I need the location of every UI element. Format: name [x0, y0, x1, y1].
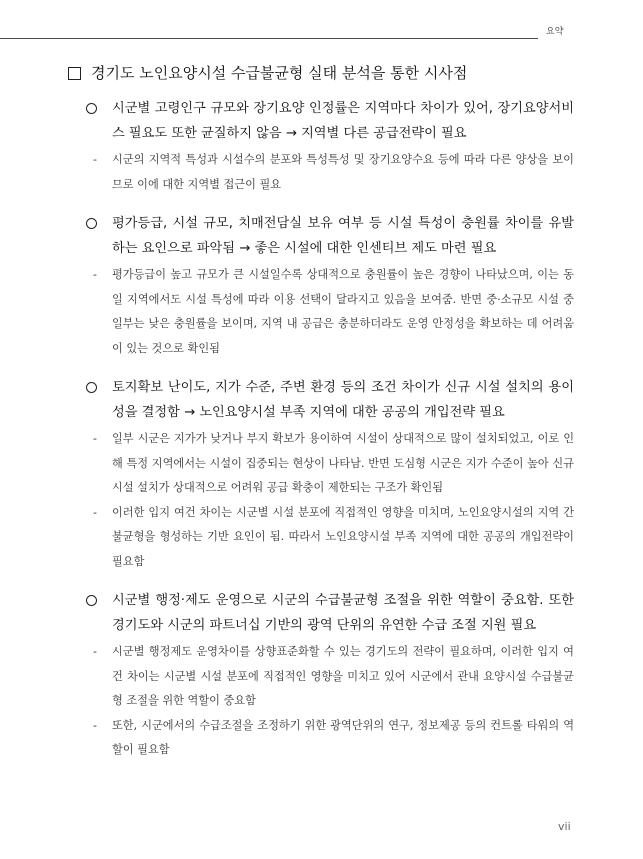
circle-bullet-icon: [86, 103, 97, 114]
circle-bullet-icon: [86, 595, 97, 606]
detail-text: 시군별 행정제도 운영차이를 상향표준화할 수 있는 경기도의 전략이 필요하며, 이러한 입지 여건 차이는 시군별 시설 분포에 직접적인 영향을 미치고 있어 시군에서 관내 요양시설 수급불균형 조절을 위한 역할이 중요함: [112, 645, 574, 707]
header-rule: [0, 38, 538, 39]
main-point: [66, 588, 574, 638]
point-block: [66, 211, 574, 361]
detail-item: [66, 501, 574, 575]
point-block: [66, 96, 574, 197]
square-bullet-icon: [68, 67, 81, 80]
point-block: [66, 588, 574, 763]
page-number: vii: [558, 820, 571, 833]
main-point-text: 토지확보 난이도, 지가 수준, 주변 환경 등의 조건 차이가 신규 시설 설치의 용이성을 결정함 → 노인요양시설 부족 지역에 대한 공공의 개입전략 필요: [112, 380, 574, 420]
section-heading: [66, 62, 574, 84]
dash-bullet-icon: -: [93, 432, 97, 445]
detail-text: 또한, 시군에서의 수급조절을 조정하기 위한 광역단위의 연구, 정보제공 등의 컨트롤 타워의 역할이 필요함: [112, 718, 574, 756]
detail-text: 시군의 지역적 특성과 시설수의 분포와 특성특성 및 장기요양수요 등에 따라 다른 양상을 보이므로 이에 대한 지역별 접근이 필요: [112, 153, 574, 191]
detail-item: [66, 148, 574, 197]
main-point: [66, 211, 574, 261]
point-block: [66, 375, 574, 574]
detail-item: [66, 427, 574, 501]
circle-bullet-icon: [86, 382, 97, 393]
circle-bullet-icon: [86, 218, 97, 229]
detail-text: 일부 시군은 지가가 낮거나 부지 확보가 용이하여 시설이 상대적으로 많이 설치되었고, 이로 인해 특정 지역에서는 시설이 집중되는 현상이 나타남. 반면 도심형 시군은 지가 수준이 높아 신규 시설 설치가 상대적으로 어려워 공급 확충이 제한되는 구조가 확인됨: [112, 432, 574, 494]
dash-bullet-icon: -: [93, 645, 97, 658]
detail-text: 이러한 입지 여건 차이는 시군별 시설 분포에 직접적인 영향을 미치며, 노인요양시설의 지역 간 불균형을 형성하는 기반 요인이 됨. 따라서 노인요양시설 부족 지역에 대한 공공의 개입전략이 필요함: [112, 505, 574, 568]
main-point: [66, 375, 574, 425]
detail-item: [66, 714, 574, 763]
main-point-text: 평가등급, 시설 규모, 치매전담실 보유 여부 등 시설 특성이 충원률 차이를 유발하는 요인으로 파악됨 → 좋은 시설에 대한 인센티브 제도 마련 필요: [112, 216, 574, 256]
main-point-text: 시군별 행정·제도 운영으로 시군의 수급불균형 조절을 위한 역할이 중요함. 또한 경기도와 시군의 파트너십 기반의 광역 단위의 유연한 수급 조절 지원 필요: [112, 593, 574, 633]
section-title: 경기도 노인요양시설 수급불균형 실태 분석을 통한 시사점: [91, 64, 468, 82]
main-point: [66, 96, 574, 146]
detail-text: 평가등급이 높고 규모가 큰 시설일수록 상대적으로 충원률이 높은 경향이 나타났으며, 이는 동일 지역에서도 시설 특성에 따라 이용 선택이 달라지고 있음을 보여줌. 반면 중·소규모 시설 중 일부는 낮은 충원률을 보이며, 지역 내 공급은 충분하더라도 운영 안정성을 확보하는 데 어려움이 있는 것으로 확인됨: [112, 268, 574, 355]
dash-bullet-icon: -: [93, 268, 97, 281]
dash-bullet-icon: -: [93, 153, 97, 166]
summary-section: [66, 62, 574, 777]
dash-bullet-icon: -: [93, 505, 97, 519]
detail-item: [66, 640, 574, 714]
main-point-text: 시군별 고령인구 규모와 장기요양 인정률은 지역마다 차이가 있어, 장기요양서비스 필요도 또한 균질하지 않음 → 지역별 다른 공급전략이 필요: [112, 101, 574, 141]
detail-item: [66, 263, 574, 361]
dash-bullet-icon: -: [93, 718, 97, 732]
running-head: 요약: [546, 27, 564, 37]
